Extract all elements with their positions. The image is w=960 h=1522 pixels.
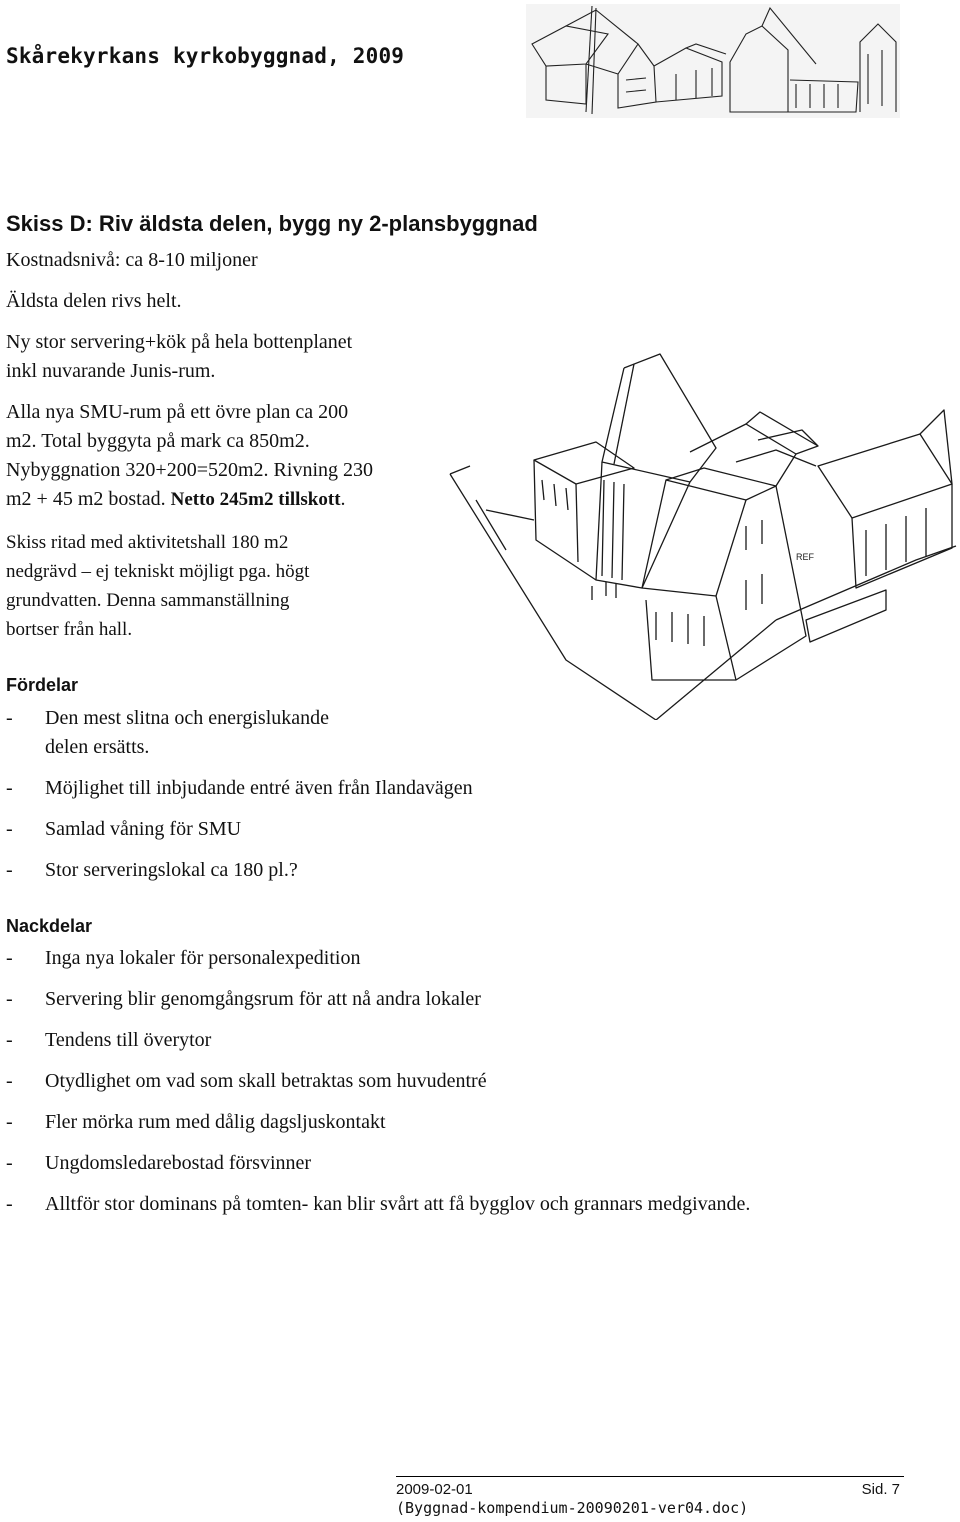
list-dash: - (6, 1152, 13, 1174)
list-dash: - (6, 947, 13, 969)
list-dash: - (6, 1193, 13, 1215)
list-dash: - (6, 859, 13, 881)
paragraph-serving (6, 328, 352, 386)
paragraph-area-line-4-a: m2 + 45 m2 bostad. (6, 488, 171, 510)
pros-heading: Fördelar (6, 675, 79, 695)
paragraph-hall-line-2: nedgrävd – ej tekniskt möjligt pga. högt (6, 561, 310, 582)
net-addition: Netto 245m2 tillskott (170, 489, 341, 510)
cons-item (6, 1190, 946, 1219)
list-dash: - (6, 1111, 13, 1133)
section-heading: Skiss D: Riv äldsta delen, bygg ny 2-plansbyggnad (6, 211, 538, 236)
paragraph-area-line-1: Alla nya SMU-rum på ett övre plan ca 200 (6, 401, 349, 423)
paragraph-area-line-3: Nybyggnation 320+200=520m2. Rivning 230 (6, 459, 374, 481)
cons-item-text-7: Alltför stor dominans på tomten- kan blir svårt att få bygglov och grannars medgivande. (45, 1193, 751, 1215)
cons-item-text-6: Ungdomsledarebostad försvinner (45, 1152, 312, 1174)
cons-item (6, 1067, 906, 1096)
paragraph-area-line-2: m2. Total byggyta på mark ca 850m2. (6, 430, 310, 452)
cons-item-text-1: Inga nya lokaler för personalexpedition (45, 947, 361, 969)
paragraph-hall (6, 528, 309, 644)
pros-item (6, 815, 806, 844)
header-sketch-image (526, 4, 900, 118)
document-title: Skårekyrkans kyrkobyggnad, 2009 (6, 44, 405, 68)
cons-item-text-4: Otydlighet om vad som skall betraktas som huvudentré (45, 1070, 487, 1092)
cons-item-text-3: Tendens till överytor (45, 1029, 212, 1051)
footer-rule (396, 1476, 904, 1477)
cons-item (6, 1026, 906, 1055)
cons-item-text-5: Fler mörka rum med dålig dagsljuskontakt (45, 1111, 386, 1133)
pros-item (6, 704, 706, 762)
paragraph-hall-line-1: Skiss ritad med aktivitetshall 180 m2 (6, 532, 289, 553)
footer-page-number: Sid. 7 (861, 1481, 900, 1498)
list-dash: - (6, 818, 13, 840)
paragraph-hall-line-4: bortser från hall. (6, 619, 133, 640)
pros-item (6, 774, 806, 803)
cons-item (6, 985, 906, 1014)
pros-item-text-1: Den mest slitna och energislukande (45, 707, 330, 729)
list-dash: - (6, 988, 13, 1010)
pros-item-text-3: Samlad våning för SMU (45, 818, 242, 840)
footer-file-name: (Byggnad-kompendium-20090201-ver04.doc) (396, 1499, 749, 1517)
paragraph-area-line-4-c: . (340, 488, 346, 510)
pros-item-text-1-cont: delen ersätts. (45, 736, 150, 758)
cons-item-text-2: Servering blir genomgångsrum för att nå andra lokaler (45, 988, 481, 1010)
paragraph-hall-line-3: grundvatten. Denna sammanställning (6, 590, 290, 611)
list-dash: - (6, 1070, 13, 1092)
pros-item-text-2: Möjlighet till inbjudande entré även från Ilandavägen (45, 777, 473, 799)
pros-item-text-4: Stor serveringslokal ca 180 pl.? (45, 859, 298, 881)
list-dash: - (6, 1029, 13, 1051)
paragraph-serving-line-1: Ny stor servering+kök på hela bottenplanet (6, 331, 353, 353)
pros-item (6, 856, 806, 885)
cost-level: Kostnadsnivå: ca 8-10 miljoner (6, 249, 258, 271)
footer-date: 2009-02-01 (396, 1481, 473, 1498)
sketch-label-ref: REF (796, 552, 814, 562)
list-dash: - (6, 777, 13, 799)
paragraph-demolish: Äldsta delen rivs helt. (6, 290, 182, 312)
cons-heading: Nackdelar (6, 916, 93, 936)
cons-item (6, 1108, 906, 1137)
cons-item (6, 944, 906, 973)
building-sketch-image (446, 350, 958, 720)
paragraph-serving-line-2: inkl nuvarande Junis-rum. (6, 360, 216, 382)
cons-item (6, 1149, 906, 1178)
list-dash: - (6, 707, 13, 729)
paragraph-area (6, 398, 373, 514)
paragraph-area-line-4 (6, 485, 373, 514)
